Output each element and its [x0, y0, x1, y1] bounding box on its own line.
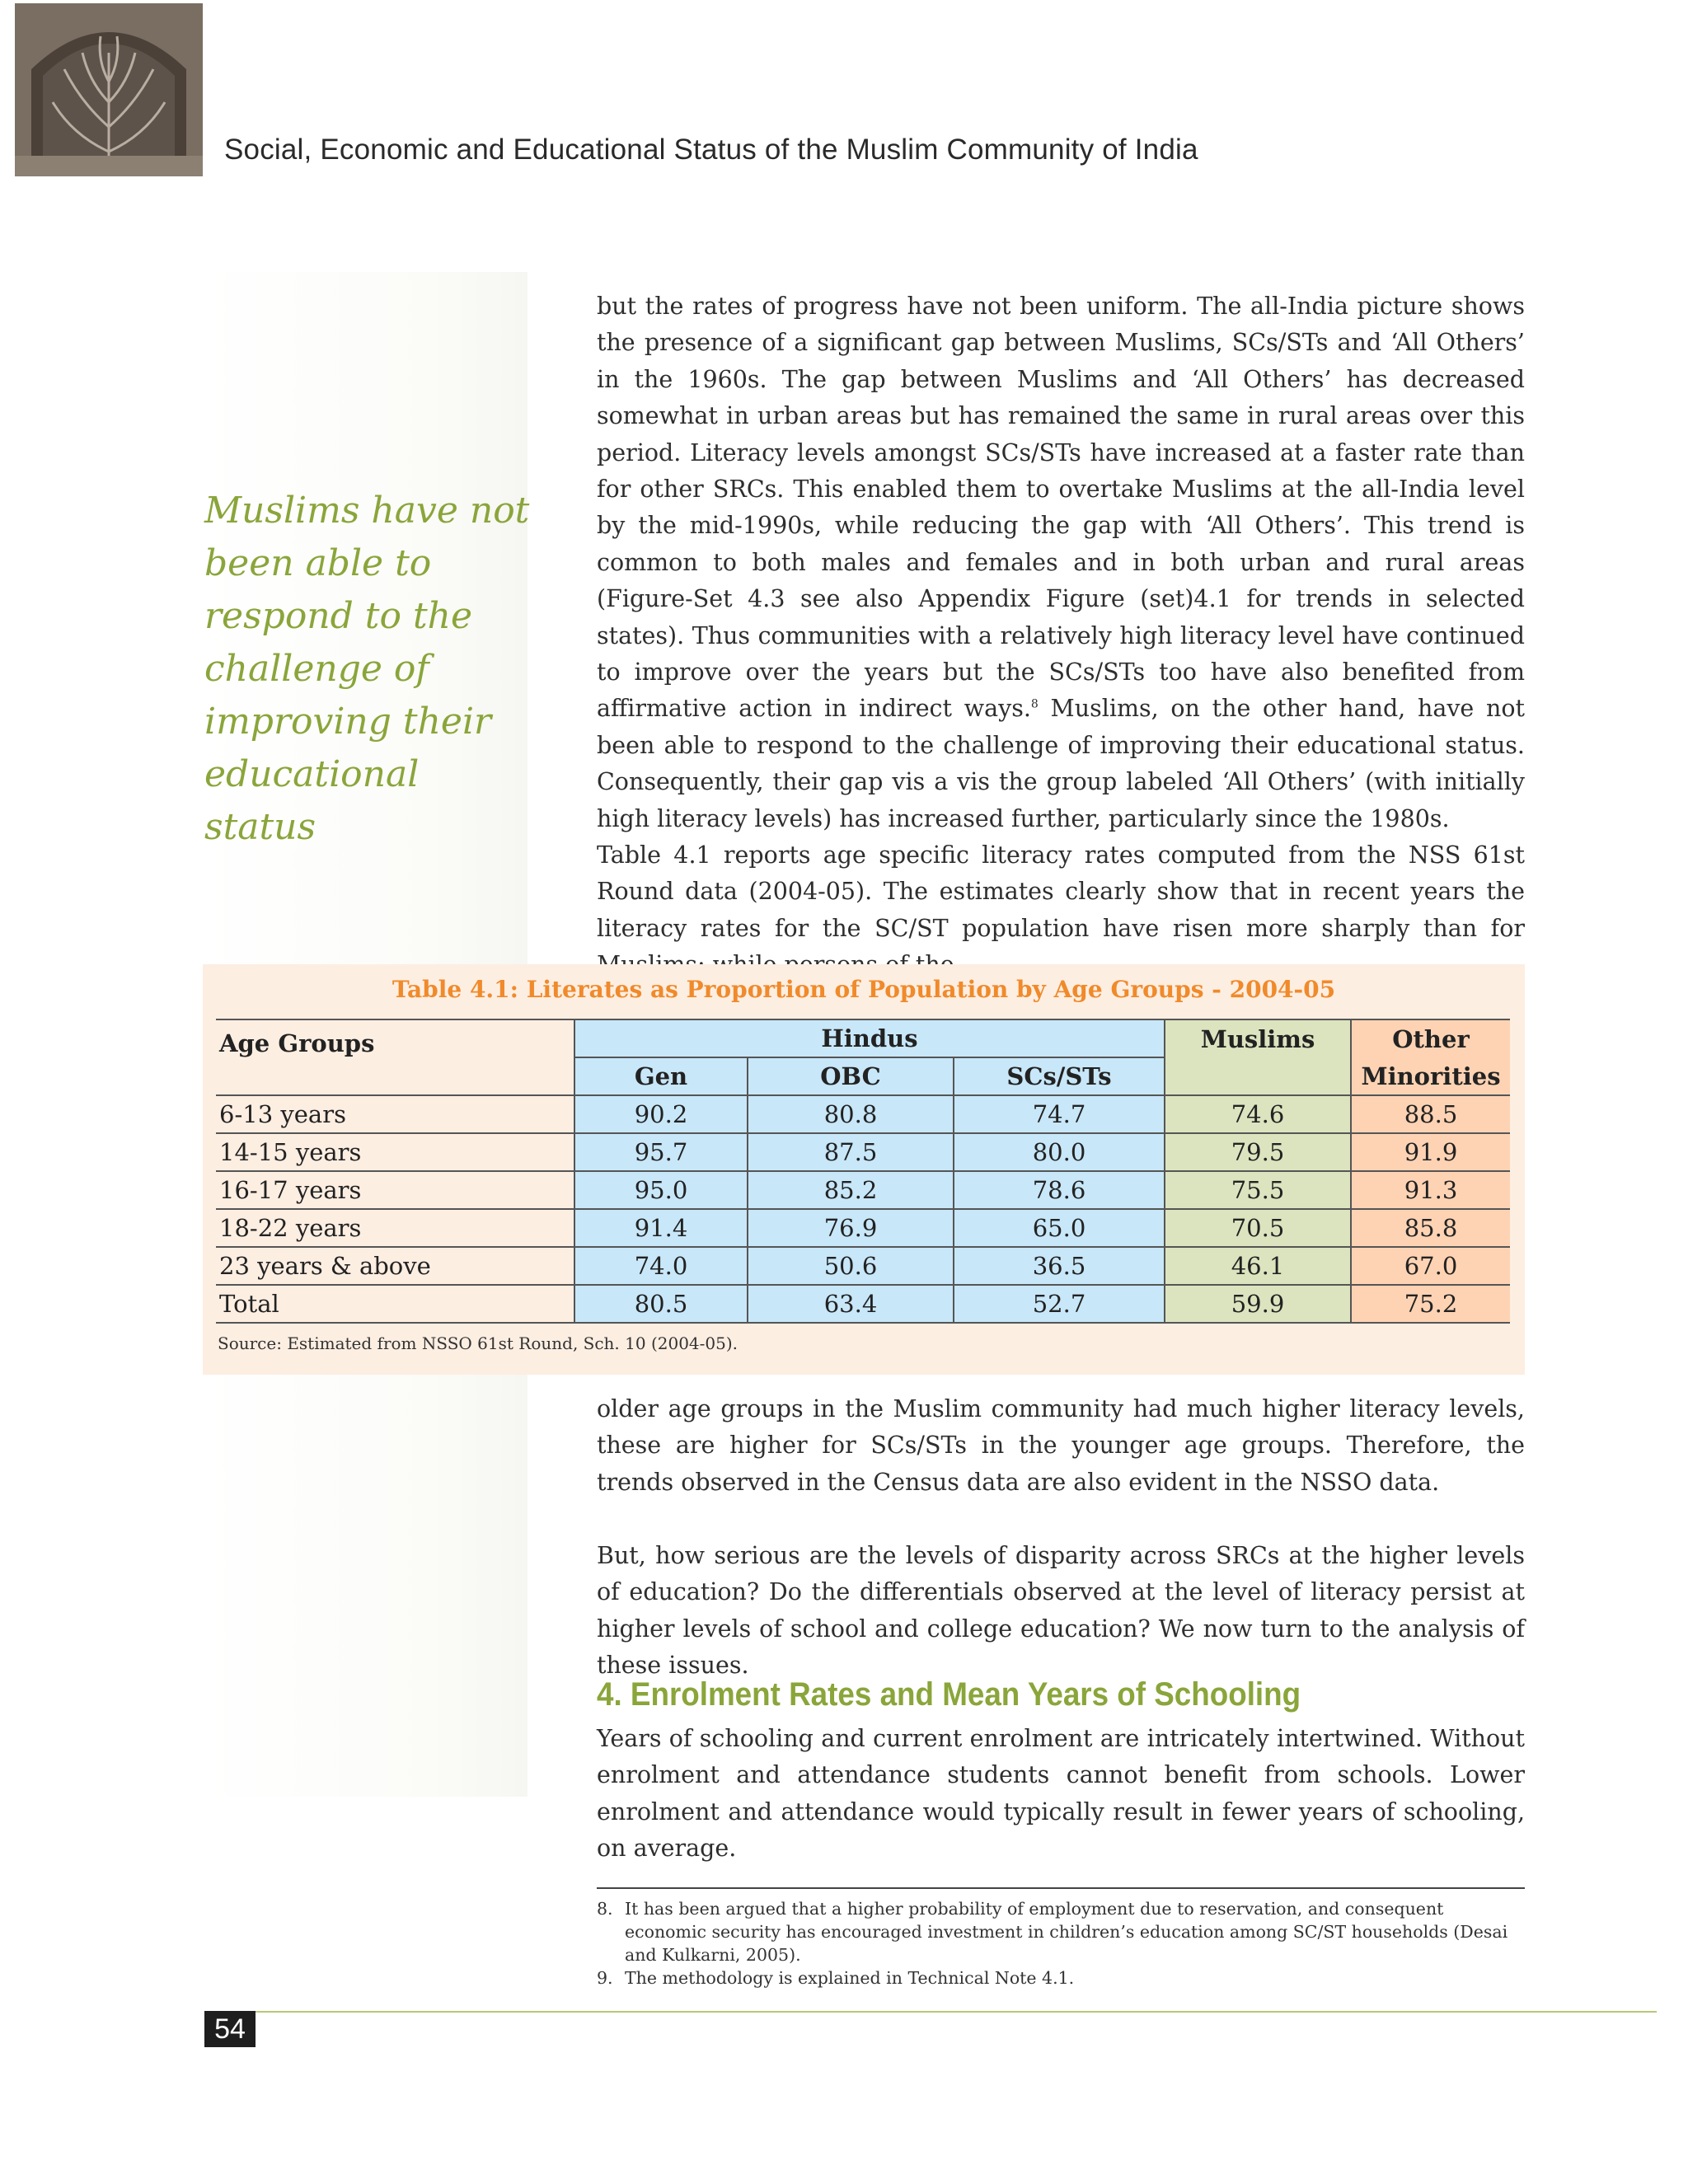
cell-gen: 90.2: [574, 1095, 748, 1133]
cell-scst: 74.7: [954, 1095, 1165, 1133]
cell-scst: 36.5: [954, 1247, 1165, 1285]
header-muslims: Muslims: [1165, 1019, 1351, 1057]
table-row: [216, 1285, 1510, 1323]
footnote-number: 9.: [597, 1968, 613, 1988]
cell-muslims: 79.5: [1165, 1133, 1351, 1171]
cell-other: 67.0: [1351, 1247, 1510, 1285]
table-row: [216, 1133, 1510, 1171]
cell-scst: 78.6: [954, 1171, 1165, 1209]
cell-muslims: 46.1: [1165, 1247, 1351, 1285]
header-scst: SCs/STs: [954, 1057, 1165, 1095]
cell-gen: 80.5: [574, 1285, 748, 1323]
cell-scst: 80.0: [954, 1133, 1165, 1171]
paragraph-1-text: but the rates of progress have not been uniform. The all-India picture shows the presence of a significant gap between Muslims, SCs/STs and ‘All Others’ in the 1960s. The gap between Muslims and ‘All Others’ has decreased somewhat in urban areas but has remained the same in rural areas over this period. Literacy levels amongst SCs/STs have increased at a faster rate than for other SRCs. This enabled them to overtake Muslims at the all-India level by the mid-1990s, while reducing the gap with ‘All Others’. This trend is common to both males and females and in both urban and rural areas (Figure-Set 4.3 see also Appendix Figure (set)4.1 for trends in selected states). Thus communities with a relatively high literacy level have continued to improve over the years but the SCs/STs too have also benefited from affirmative action in indirect ways.: [597, 293, 1525, 723]
footnotes: [597, 1897, 1525, 1990]
cell-other: 85.8: [1351, 1209, 1510, 1247]
cell-age: 18-22 years: [216, 1209, 574, 1247]
cell-age: 16-17 years: [216, 1171, 574, 1209]
section-heading: 4. Enrolment Rates and Mean Years of Schooling: [597, 1676, 1301, 1713]
header-gen: Gen: [574, 1057, 748, 1095]
table-header-row-2: [216, 1057, 1510, 1095]
body-paragraph-1: [597, 288, 1525, 837]
body-paragraph-5: Years of schooling and current enrolment are intricately intertwined. Without enrolment and attendance students cannot benefit from schools. Lower enrolment and attendance would typically result in fewer years of schooling, on average.: [597, 1725, 1525, 1863]
bottom-divider: [247, 2011, 1657, 2013]
cell-obc: 63.4: [748, 1285, 954, 1323]
footnote-text: It has been argued that a higher probability of employment due to reservation, and consequent economic security has encouraged investment in children’s education among SC/ST households (Desai and Kulkarni, 2005).: [625, 1899, 1508, 1965]
table-row: [216, 1095, 1510, 1133]
header-age-spacer: [216, 1057, 574, 1095]
cell-muslims: 75.5: [1165, 1171, 1351, 1209]
cell-other: 91.3: [1351, 1171, 1510, 1209]
table-title: Table 4.1: Literates as Proportion of Population by Age Groups - 2004-05: [392, 976, 1336, 1003]
table-source-note: Source: Estimated from NSSO 61st Round, Sch. 10 (2004-05).: [218, 1333, 738, 1353]
header-age-groups: Age Groups: [216, 1019, 574, 1057]
cell-obc: 80.8: [748, 1095, 954, 1133]
body-paragraph-3: older age groups in the Muslim community had much higher literacy levels, these are higher for SCs/STs in the younger age groups. Therefore, the trends observed in the Census data are also evident in the NSSO data.: [597, 1395, 1525, 1496]
cell-gen: 95.0: [574, 1171, 748, 1209]
table-4-1-box: [203, 964, 1525, 1375]
cell-muslims: 74.6: [1165, 1095, 1351, 1133]
cell-obc: 50.6: [748, 1247, 954, 1285]
cell-other: 91.9: [1351, 1133, 1510, 1171]
cell-muslims: 70.5: [1165, 1209, 1351, 1247]
header-hindus: Hindus: [574, 1019, 1165, 1057]
table-header-row-1: [216, 1019, 1510, 1057]
footnote-number: 8.: [597, 1899, 613, 1919]
cell-scst: 52.7: [954, 1285, 1165, 1323]
cell-obc: 87.5: [748, 1133, 954, 1171]
pull-quote: Muslims have not been able to respond to the challenge of improving their educational status: [204, 490, 530, 848]
cell-other: 75.2: [1351, 1285, 1510, 1323]
footnote-9: [597, 1966, 1525, 1990]
table-row: [216, 1171, 1510, 1209]
page-number: 54: [204, 2011, 256, 2047]
footnote-divider: [597, 1887, 1525, 1889]
cell-obc: 76.9: [748, 1209, 954, 1247]
header-obc: OBC: [748, 1057, 954, 1095]
cell-scst: 65.0: [954, 1209, 1165, 1247]
carved-stone-lattice-icon: [15, 3, 203, 176]
header-other-line2: Minorities: [1351, 1057, 1510, 1095]
footnote-text: The methodology is explained in Technical Note 4.1.: [625, 1968, 1075, 1988]
cell-age: Total: [216, 1285, 574, 1323]
cell-age: 14-15 years: [216, 1133, 574, 1171]
cell-gen: 74.0: [574, 1247, 748, 1285]
table-row: [216, 1247, 1510, 1285]
paragraph-1-tail: Muslims, on the other hand, have not been able to respond to the challenge of improving their educational status. Consequently, their gap vis a vis the group labeled ‘All Others’ (with initially high literacy levels) has increased further, particularly since the 1980s.: [597, 695, 1525, 832]
cell-muslims: 59.9: [1165, 1285, 1351, 1323]
footnote-ref-8[interactable]: 8: [1030, 697, 1039, 711]
body-paragraph-4: But, how serious are the levels of disparity across SRCs at the higher levels of education? Do the differentials observed at the level of literacy persist at higher levels of school and college education? We now turn to the analysis of these issues.: [597, 1542, 1525, 1680]
header-other-line1: Other: [1351, 1019, 1510, 1057]
header-lattice-image: [15, 3, 203, 176]
header-muslims-spacer: [1165, 1057, 1351, 1095]
cell-age: 6-13 years: [216, 1095, 574, 1133]
cell-gen: 95.7: [574, 1133, 748, 1171]
body-paragraph-2: Table 4.1 reports age specific literacy rates computed from the NSS 61st Round data (2004-05). The estimates clearly show that in recent years the literacy rates for the SC/ST population have risen more sharply than for: [597, 841, 1525, 942]
table-row: [216, 1209, 1510, 1247]
cell-gen: 91.4: [574, 1209, 748, 1247]
cell-other: 88.5: [1351, 1095, 1510, 1133]
cell-obc: 85.2: [748, 1171, 954, 1209]
literacy-table: [216, 1019, 1510, 1324]
footnote-8: [597, 1897, 1525, 1966]
cell-age: 23 years & above: [216, 1247, 574, 1285]
running-header-title: Social, Economic and Educational Status of the Muslim Community of India: [224, 134, 1198, 166]
